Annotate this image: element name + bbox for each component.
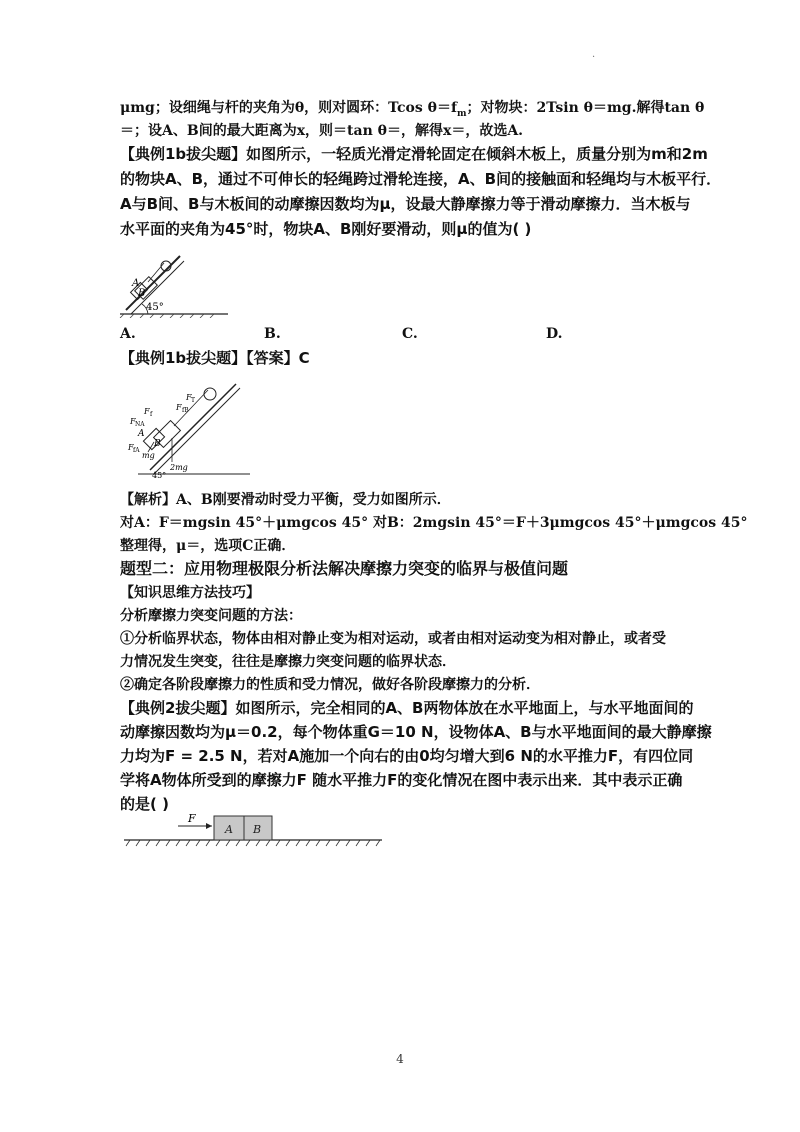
ground-block-b-label: B <box>253 823 262 836</box>
conclusion-line: 整理得，μ＝，选项C正确． <box>120 538 296 554</box>
text-line-1 <box>120 98 704 124</box>
answer-line: 【典例1b拔尖题】【答案】C <box>120 349 310 367</box>
force-label-2: F <box>144 407 150 416</box>
force-label-3: F <box>176 403 182 412</box>
option-c: C. <box>402 326 418 342</box>
example-1b-line-2: 的物块A、B，通过不可伸长的轻绳跨过滑轮连接，A、B间的接触面和轻绳均与木板平行． <box>120 170 722 188</box>
method-2: ②确定各阶段摩擦力的性质和受力情况，做好各阶段摩擦力的分析． <box>120 677 540 693</box>
force-label-1: F <box>130 417 136 426</box>
force-label-4: F <box>128 443 134 452</box>
text-line-2: ＝；设A、B间的最大距离为x，则＝tan θ＝，解得x＝，故选A. <box>120 123 524 139</box>
example-2-line-1: 【典例2拔尖题】如图所示，完全相同的A、B两物体放在水平地面上，与水平地面间的 <box>120 699 694 717</box>
method-intro: 分析摩擦力突变问题的方法： <box>120 608 302 624</box>
corner-mark: · <box>592 52 596 63</box>
example-1b-line-1: 【典例1b拔尖题】如图所示，一轻质光滑定滑轮固定在倾斜木板上，质量分别为m和2m <box>120 145 708 163</box>
example-2-line-5: 的是( ) <box>120 795 169 813</box>
option-a: A. <box>120 326 136 342</box>
sub-na: NA <box>135 421 145 428</box>
line-1-text: μmg；设细绳与杆的夹角为θ，则对圆环：Tcos θ＝f <box>120 100 457 116</box>
sub-f: f <box>150 411 153 418</box>
weight-b-label: 2mg <box>170 463 188 472</box>
ground-block-a-label: A <box>225 823 233 836</box>
force-diagram <box>124 376 254 480</box>
option-b: B. <box>264 326 281 342</box>
method-1-line-2: 力情况发生突变，往往是摩擦力突变问题的临界状态． <box>120 654 456 670</box>
example-2-line-4: 学将A物体所受到的摩擦力F 随水平推力F的变化情况在图中表示出来．其中表示正确 <box>120 771 683 789</box>
force-label-5: F <box>186 393 192 402</box>
push-force-label: F <box>188 812 196 825</box>
diagram-block-a: A <box>138 429 145 439</box>
block-a-label: A <box>132 278 140 289</box>
sub-fa: fA <box>133 447 140 454</box>
incline-figure <box>118 250 233 318</box>
page-number: 4 <box>396 1052 404 1066</box>
example-1b-line-4: 水平面的夹角为45°时，物块A、B刚好要滑动，则μ的值为( ) <box>120 220 532 238</box>
weight-a-label: mg <box>142 451 155 460</box>
angle-label: 45° <box>146 302 164 313</box>
blocks-figure <box>122 812 384 852</box>
knowledge-heading: 【知识思维方法技巧】 <box>120 585 260 601</box>
example-1b-line-3: A与B间、B与木板间的动摩擦因数均为μ，设最大静摩擦力等于滑动摩擦力．当木板与 <box>120 195 691 213</box>
equation-line: 对A：F＝mgsin 45°＋μmgcos 45° 对B：2mgsin 45°＝F＋3μmgcos 45°＋μmgcos 45° <box>120 515 748 531</box>
example-2-line-2: 动摩擦因数均为μ＝0.2，每个物体重G＝10 N，设物体A、B与水平地面间的最大静摩擦 <box>120 723 712 741</box>
section-heading: 题型二：应用物理极限分析法解决摩擦力突变的临界与极值问题 <box>120 559 569 578</box>
method-1-line-1: ①分析临界状态，物体由相对静止变为相对运动，或者由相对运动变为相对静止，或者受 <box>120 631 666 647</box>
sub-t: T <box>191 397 196 404</box>
block-b-label: B <box>138 288 146 299</box>
sub-fb: fB <box>182 407 189 414</box>
diagram-angle-label: 45° <box>152 471 167 480</box>
line-1-tail: ；对物块：2Tsin θ＝mg.解得tan θ <box>466 100 705 116</box>
option-d: D. <box>546 326 563 342</box>
example-2-line-3: 力均为F = 2.5 N，若对A施加一个向右的由0均匀增大到6 N的水平推力F，有四位同 <box>120 747 694 765</box>
analysis-line: 【解析】A、B刚要滑动时受力平衡，受力如图所示． <box>120 492 451 508</box>
diagram-block-b: B <box>154 439 161 449</box>
sub-m: m <box>456 108 467 119</box>
